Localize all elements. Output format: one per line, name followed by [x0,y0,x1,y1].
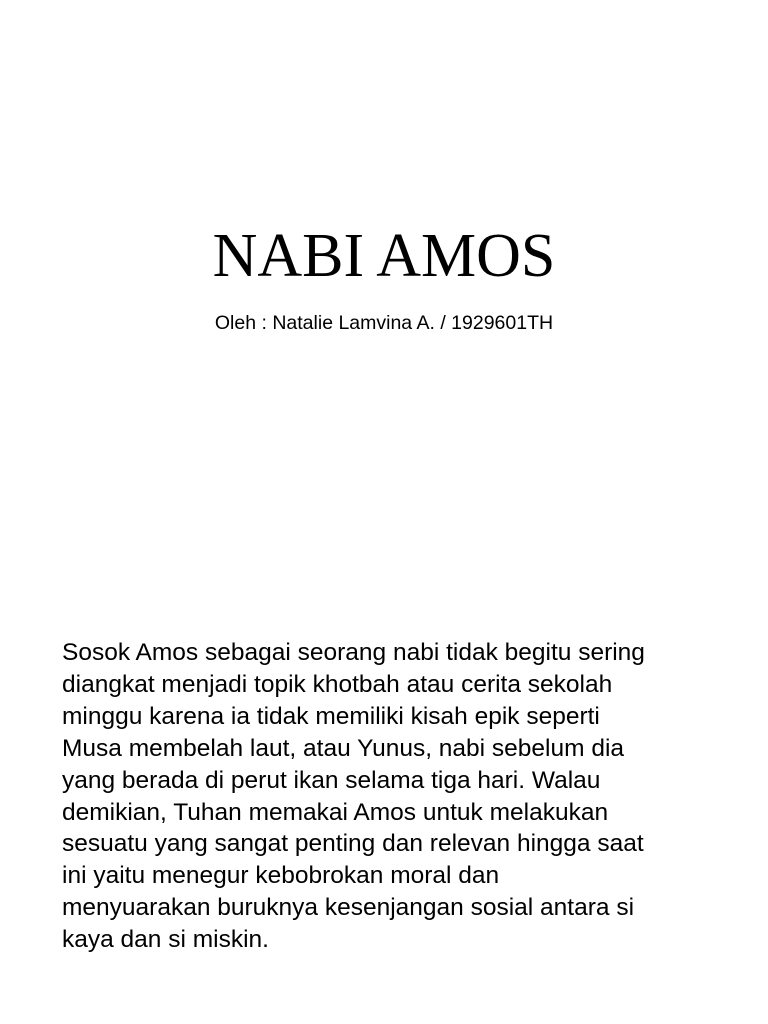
body-line: diangkat menjadi topik khotbah atau cerita sekolah [62,670,613,698]
slide-subtitle: Oleh : Natalie Lamvina A. / 1929601TH [214,312,554,334]
body-line: Sosok Amos sebagai seorang nabi tidak begitu sering [62,639,645,666]
body-line: demikian, Tuhan memakai Amos untuk melakukan [62,798,609,826]
body-paragraph [62,637,722,956]
body-line: ini yaitu menegur kebobrokan moral dan [62,862,500,890]
body-line: kaya dan si miskin. [62,926,269,954]
body-line: minggu karena ia tidak memiliki kisah epik seperti [62,702,600,730]
body-line: yang berada di perut ikan selama tiga hari. Walau [62,766,601,794]
body-line: menyuarakan buruknya kesenjangan sosial antara si [62,894,635,922]
body-line: Musa membelah laut, atau Yunus, nabi sebelum dia [62,734,625,762]
body-line: sesuatu yang sangat penting dan relevan hingga saat [62,830,644,858]
slide-title: NABI AMOS [212,222,556,290]
